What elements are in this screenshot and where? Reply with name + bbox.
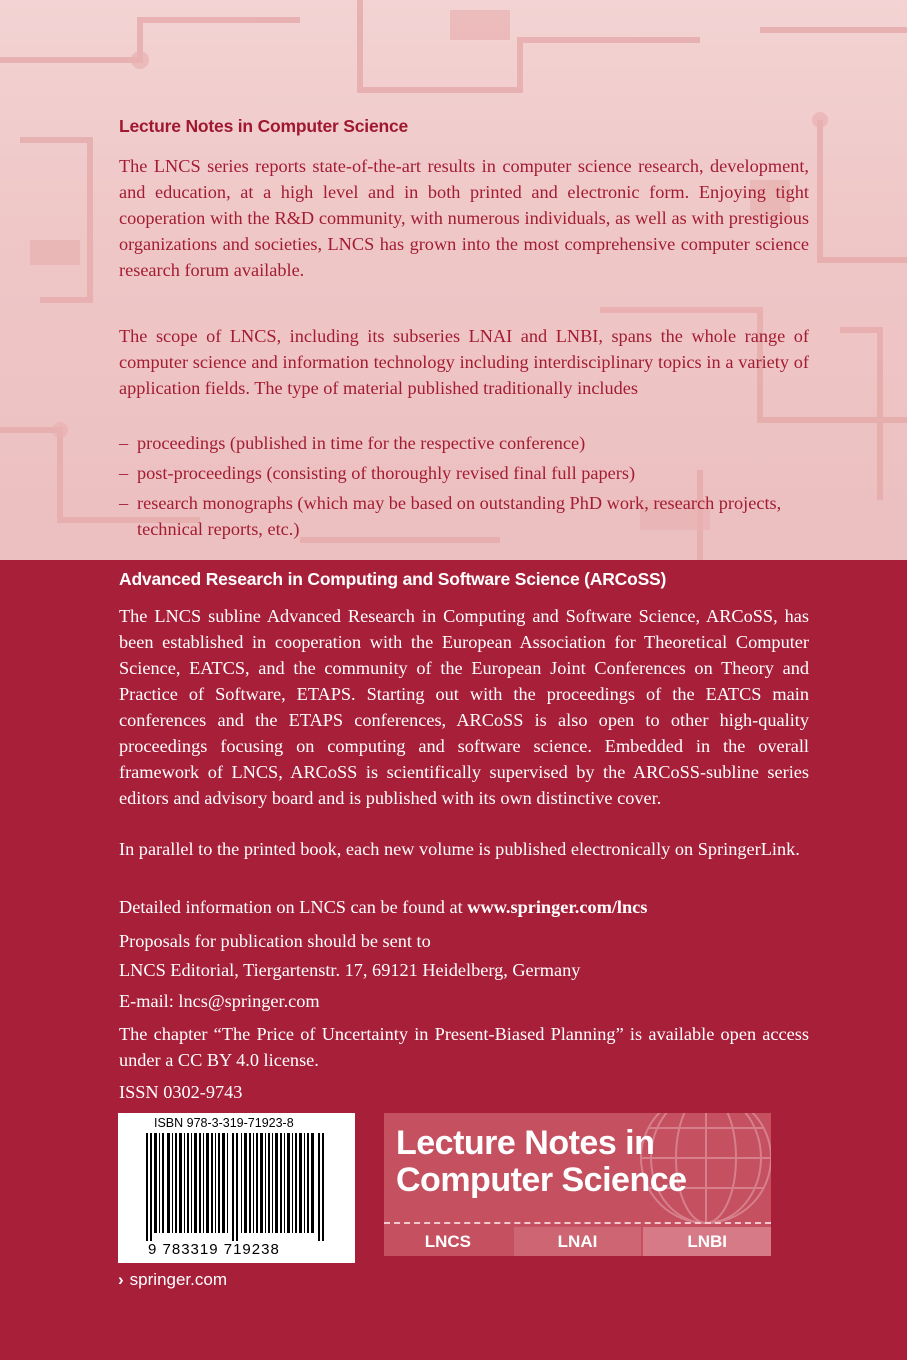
springer-link[interactable] bbox=[118, 1270, 227, 1290]
isbn-label: ISBN 978-3-319-71923-8 bbox=[154, 1116, 294, 1130]
isbn-barcode-box bbox=[118, 1113, 355, 1263]
arcoss-title: Advanced Research in Computing and Software Science (ARCoSS) bbox=[119, 569, 667, 589]
logo-subseries bbox=[384, 1227, 771, 1256]
logo-divider bbox=[384, 1222, 771, 1224]
proposals-line: Proposals for publication should be sent to bbox=[119, 931, 431, 951]
lncs-section bbox=[0, 0, 907, 560]
list-item: – proceedings (published in time for the respective conference) bbox=[119, 433, 586, 453]
springer-site: springer.com bbox=[129, 1270, 227, 1289]
barcode-digits: 9 783319 719238 bbox=[148, 1241, 280, 1258]
lncs-url: www.springer.com/lncs bbox=[467, 897, 648, 917]
logo-title: Lecture Notes in Computer Science bbox=[396, 1124, 687, 1199]
subseries-lncs: LNCS bbox=[384, 1227, 512, 1256]
lncs-info-line: Detailed information on LNCS can be found at www.springer.com/lncs bbox=[119, 897, 648, 917]
issn: ISSN 0302-9743 bbox=[119, 1082, 243, 1102]
lncs-paragraph-1: The LNCS series reports state-of-the-art results in computer science research, development, and education, at a high level and in both printed and electronic form. Enjoying tight cooperation with the R&D community, with numerous individuals, as well as with prestigious organizations and societies, LNCS has grown into the most comprehensive computer science research forum available. bbox=[119, 156, 809, 280]
open-access-note: The chapter “The Price of Uncertainty in Present-Biased Planning” is available open access under a CC BY 4.0 license. bbox=[119, 1024, 809, 1070]
barcode-icon bbox=[146, 1133, 328, 1241]
lncs-title: Lecture Notes in Computer Science bbox=[119, 116, 409, 136]
lncs-series-logo bbox=[384, 1113, 771, 1256]
chevron-right-icon: › bbox=[118, 1270, 124, 1289]
arcoss-paragraph-1: The LNCS subline Advanced Research in Computing and Software Science, ARCoSS, has been established in cooperation with the European Association for Theoretical Computer Science, EATCS, and the community of the European Joint Conferences on Theory and Practice of Software, ETAPS. Starting out with the proceedings of the EATCS main conferences and the ETAPS conferences, ARCoSS is also open to other high-quality proceedings focusing on computing and software science. Embedded in the overall framework of LNCS, ARCoSS is scientifically supervised by the ARCoSS-subline series editors and advisory board and is published with its own distinctive cover. bbox=[119, 606, 809, 808]
arcoss-paragraph-2: In parallel to the printed book, each new volume is published electronically on SpringerLink. bbox=[119, 839, 800, 859]
email-line: E-mail: lncs@springer.com bbox=[119, 991, 320, 1011]
publication-types-list bbox=[119, 430, 809, 542]
lncs-paragraph-2: The scope of LNCS, including its subseries LNAI and LNBI, spans the whole range of computer science and information technology including interdisciplinary topics in a variety of application fields. The type of material published traditionally includes bbox=[119, 326, 809, 398]
subseries-lnbi: LNBI bbox=[643, 1227, 771, 1256]
editorial-address: LNCS Editorial, Tiergartenstr. 17, 69121 Heidelberg, Germany bbox=[119, 960, 581, 980]
list-item: – research monographs (which may be based on outstanding PhD work, research projects, technical reports, etc.) bbox=[119, 493, 782, 539]
subseries-lnai: LNAI bbox=[514, 1227, 642, 1256]
list-item: – post-proceedings (consisting of thoroughly revised final full papers) bbox=[119, 463, 636, 483]
